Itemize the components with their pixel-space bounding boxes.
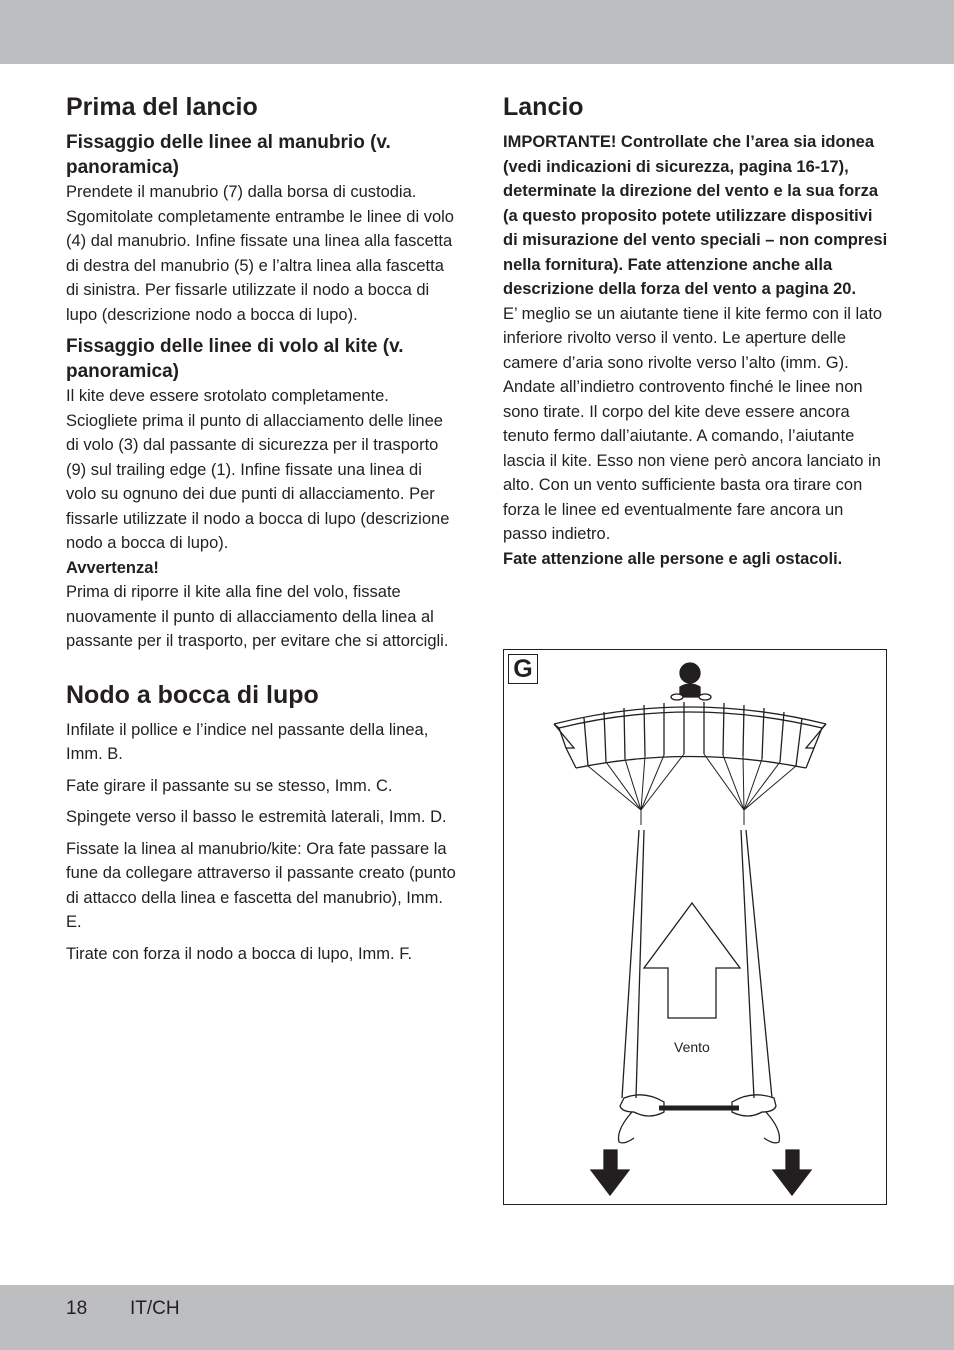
warning-title: Avvertenza! [66, 558, 159, 577]
knot-step-2: Fate girare il passante su se stesso, Imm. C. [66, 776, 393, 795]
pilot-left-hand [620, 1095, 664, 1116]
section-title-nodo: Nodo a bocca di lupo [66, 680, 319, 709]
flying-line-right-inner [741, 830, 754, 1098]
important-notice: IMPORTANTE! Controllate che l’area sia idonea (vedi indicazioni di sicurezza, pagina 16-17), determinate la direzione del vento e la sua forza (a questo proposito potete utilizzare dispositivi di misurazione del vento speciali – non compresi nella fornitura). Fate attenzione anche alla descrizione della forza del vento a pagina 20. [503, 133, 888, 298]
section-title-lancio: Lancio [503, 93, 584, 121]
helper-right-hand [699, 694, 711, 700]
bridle-right [704, 754, 796, 825]
bridle-left [588, 754, 684, 825]
knot-step-3: Spingete verso il basso le estremità laterali, Imm. D. [66, 808, 447, 826]
wind-label: Vento [674, 1039, 710, 1055]
attention-notice: Fate attenzione alle persone e agli ostacoli. [503, 549, 843, 568]
header-bar [0, 0, 954, 64]
wind-arrow [644, 903, 740, 1018]
pull-arrow-right [773, 1150, 811, 1195]
flying-line-left-inner [636, 830, 644, 1098]
subheading-lines-to-handle: Fissaggio delle linee al manubrio (v. panoramica) [66, 132, 391, 178]
launch-diagram [504, 650, 888, 1206]
paragraph-lines-to-kite: Il kite deve essere srotolato completamente. Sciogliete prima il punto di allacciamento delle linee di volo (3) dal passante di sicurezza per il trasporto (9) sul trailing edge (1). Infine fissate una linea di volo su ognuno dei due punti di allacciamento. Per fissarle utilizzate il nodo a bocca di lupo (descrizione nodo a bocca di lupo). [66, 387, 450, 552]
pilot-right-foot [764, 1112, 779, 1143]
right-column [503, 92, 888, 571]
helper-head [680, 663, 700, 683]
subheading-lines-to-kite: Fissaggio delle linee di volo al kite (v. panoramica) [66, 336, 404, 382]
left-column [66, 92, 456, 966]
page-number: 18 [66, 1298, 88, 1319]
knot-step-4: Fissate la linea al manubrio/kite: Ora fate passare la fune da collegare attraverso il passante creato (punto di attacco della linea e fascetta del manubrio), Imm. E. [66, 839, 456, 931]
kite-canopy [554, 702, 826, 768]
pull-arrow-left [591, 1150, 629, 1195]
flying-line-right-outer [746, 830, 772, 1098]
pilot-left-foot [619, 1112, 634, 1143]
figure-g-launch-illustration [503, 649, 887, 1205]
warning-text: Prima di riporre il kite alla fine del volo, fissate nuovamente il punto di allacciamento della linea al passante per il trasporto, per evitare che si attorcigli. [66, 583, 449, 650]
paragraph-lines-to-handle: Prendete il manubrio (7) dalla borsa di custodia. Sgomitolate completamente entrambe le linee di volo (4) dal manubrio. Infine fissate una linea alla fascetta di destra del manubrio (5) e l’altra linea alla fascetta di sinistra. Per fissarle utilizzate il nodo a bocca di lupo (descrizione nodo a bocca di lupo). [66, 183, 454, 324]
country-code: IT/CH [130, 1298, 180, 1319]
knot-step-1: Infilate il pollice e l’indice nel passante della linea, Imm. B. [66, 720, 429, 763]
launch-instructions: E’ meglio se un aiutante tiene il kite fermo con il lato inferiore rivolto verso il vento. Le aperture delle camere d’aria sono rivolte verso l’alto (imm. G). Andate all’indietro controvento finché le linee non sono tirate. Il corpo del kite deve essere ancora tenuto fermo dall’aiutante. A comando, l’aiutante lascia il kite. Esso non viene però ancora lanciato in alto. Con un vento sufficiente basta ora tirare con forza le linee ed eventualmente fare ancora un passo indietro. [503, 304, 883, 543]
figure-label: G [508, 654, 538, 684]
helper-left-hand [671, 694, 683, 700]
flying-line-left-outer [622, 830, 639, 1098]
section-title-prima-del-lancio: Prima del lancio [66, 93, 258, 121]
helper-body [680, 684, 700, 697]
knot-step-5: Tirate con forza il nodo a bocca di lupo, Imm. F. [66, 944, 413, 963]
